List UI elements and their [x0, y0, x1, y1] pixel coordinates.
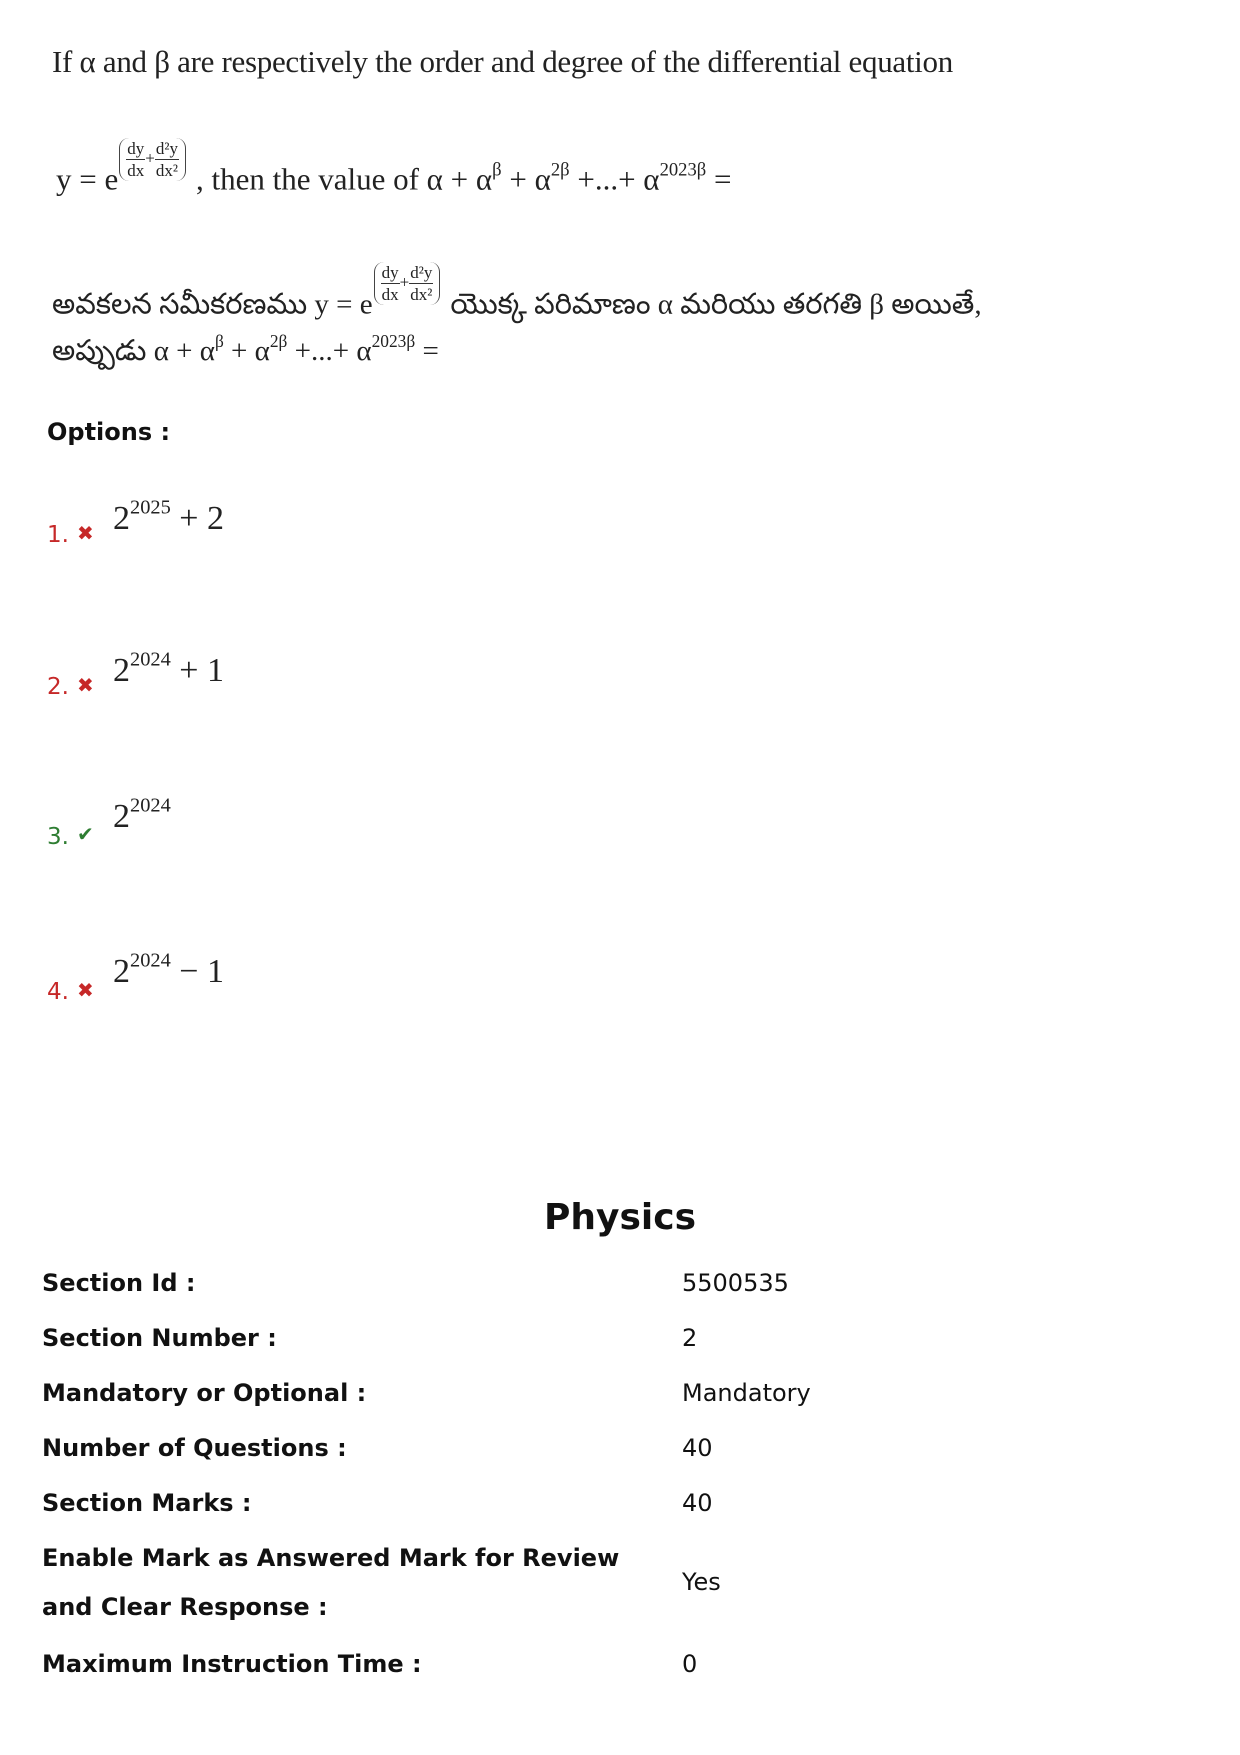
cross-icon: ✖ — [77, 978, 94, 1002]
row-value: 5500535 — [682, 1269, 789, 1297]
then-text: , then the value of α + α — [195, 161, 493, 197]
row-label: Section Marks : — [42, 1489, 252, 1517]
row-value: 40 — [682, 1434, 713, 1462]
y-equals-e: y = e — [56, 161, 119, 197]
y-equals-e: y = e — [314, 288, 373, 321]
question-english-line1: If α and β are respectively the order and degree of the differential equation — [52, 44, 953, 79]
cross-icon: ✖ — [77, 673, 94, 697]
question-telugu-line2: అప్పుడు $\alpha + \alpha^\beta + \alpha^{2\beta}$ +...+ $\alpha^{2023\beta}$ = — [52, 330, 439, 367]
row-label: Maximum Instruction Time : — [42, 1650, 422, 1678]
row-value: 40 — [682, 1489, 713, 1517]
telugu-suffix: యొక్క పరిమాణం α మరియు తరగతి β అయితే, — [450, 288, 982, 321]
exponent-bracket: $\frac{dy}{dx}$ + $\frac{\text{d²y}}{\text{dx²}}$ — [374, 262, 441, 305]
option-number: 2. — [47, 674, 69, 700]
row-value: Yes — [682, 1568, 721, 1596]
row-value: 2 — [682, 1324, 698, 1352]
section-row — [42, 1534, 1192, 1634]
question-telugu-line1 — [52, 262, 982, 328]
telugu-prefix: అవకలన సమీకరణము — [52, 288, 308, 321]
option-number: 1. — [47, 522, 69, 548]
options-label: Options : — [47, 418, 171, 446]
fraction-dy-dx: $\frac{dy}{dx}$ — [127, 139, 145, 180]
check-icon: ✔ — [77, 822, 94, 846]
row-label: Mandatory or Optional : — [42, 1379, 367, 1407]
exponent-bracket: $\frac{dy}{dx}$ + $\frac{\text{d²y}}{\text{dx²}}$ — [119, 138, 186, 181]
question-english-equation: y = e $\frac{dy}{dx}$ + $\frac{\text{d²y}}{\text{dx²}}$ , then the value of $\alpha + \alpha^\beta + \alpha^{2\beta}$ +...+ $\alpha^{2023\beta}$ = — [56, 139, 732, 197]
row-label: Section Id : — [42, 1269, 196, 1297]
row-value: 0 — [682, 1650, 698, 1678]
row-value: Mandatory — [682, 1379, 811, 1407]
option-expression: $2^{2025} + 2$ — [113, 496, 224, 537]
row-label: Enable Mark as Answered Mark for Review and Clear Response : — [42, 1544, 620, 1621]
cross-icon: ✖ — [77, 521, 94, 545]
row-label: Section Number : — [42, 1324, 277, 1352]
section-title: Physics — [543, 1197, 696, 1238]
fraction-d2y-dx2: $\frac{\text{d²y}}{\text{dx²}}$ — [155, 139, 178, 180]
option-expression: $2^{2024}$ — [113, 794, 171, 835]
fraction-d2y-dx2: $\frac{\text{d²y}}{\text{dx²}}$ — [410, 263, 433, 304]
option-number: 4. — [47, 979, 69, 1005]
row-label: Number of Questions : — [42, 1434, 347, 1462]
option-expression: $2^{2024} + 1$ — [113, 648, 224, 689]
option-expression: $2^{2024} - 1$ — [113, 949, 224, 990]
fraction-dy-dx: $\frac{dy}{dx}$ — [381, 263, 399, 304]
option-number: 3. — [47, 824, 69, 850]
